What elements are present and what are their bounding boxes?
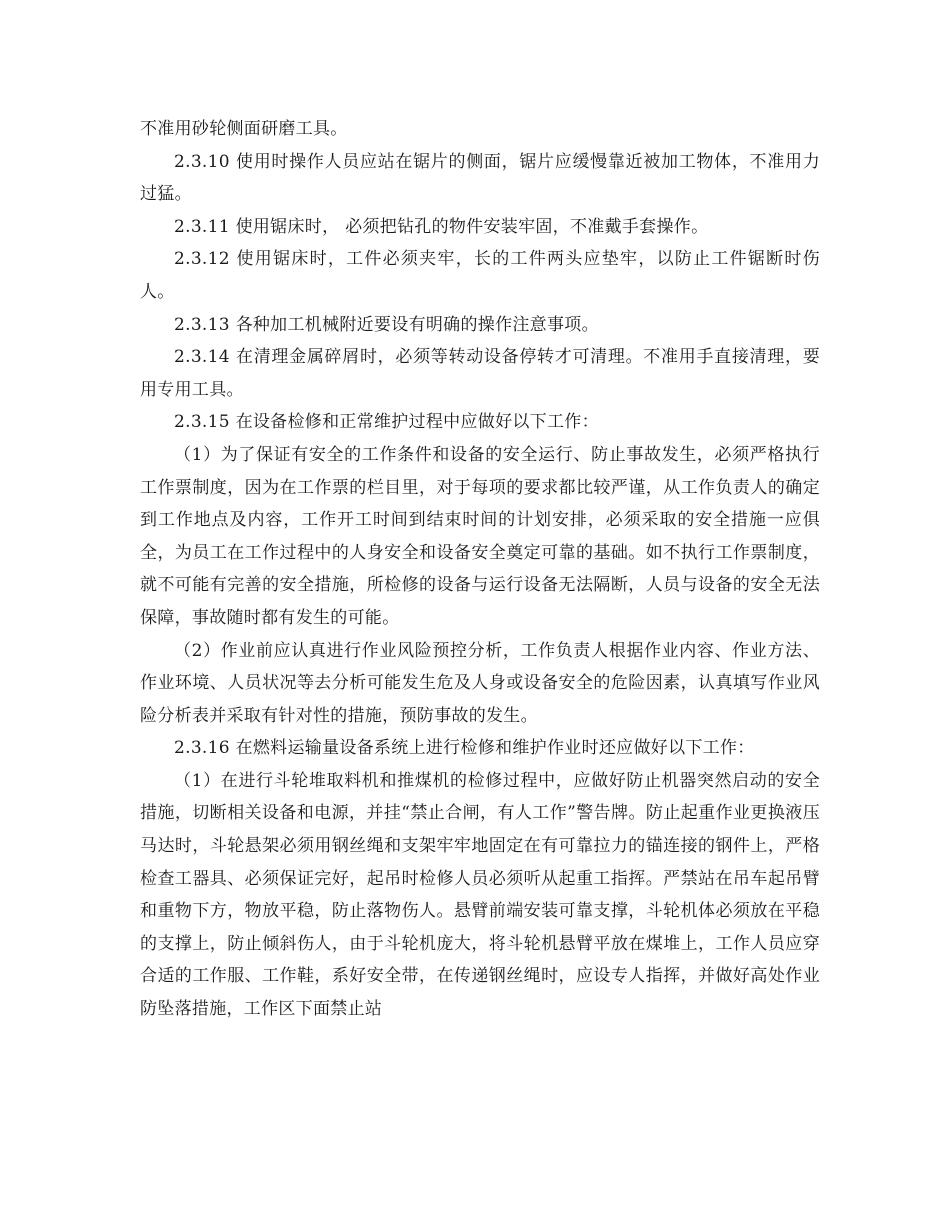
paragraph-4: 2.3.13 各种加工机械附近要设有明确的操作注意事项。 — [174, 314, 599, 335]
paragraph-2: 2.3.11 使用锯床时， 必须把钻孔的物件安装牢固，不准戴手套操作。 — [174, 216, 709, 237]
paragraph-8: （2）作业前应认真进行作业风险预控分析，工作负责人根据作业内容、作业方法、作业环境、人员状况等去分析可能发生危及人身或设备安全的危险因素，认真填写作业风险分析表并采取有针对性的措施，预防事故的发生。 — [140, 640, 820, 726]
paragraph-7: （1）为了保证有安全的工作条件和设备的安全运行、防止事故发生，必须严格执行工作票制度，因为在工作票的栏目里，对于每项的要求都比较严谨，从工作负责人的确定到工作地点及内容，工作开工时间到结束时间的计划安排，必须采取的安全措施一应俱全，为员工在工作过程中的人身安全和设备安全奠定可靠的基础。如不执行工作票制度，就不可能有完善的安全措施，所检修的设备与运行设备无法隔断，人员与设备的安全无法保障，事故随时都有发生的可能。 — [140, 444, 820, 628]
paragraph-1: 2.3.10 使用时操作人员应站在锯片的侧面，锯片应缓慢靠近被加工物体，不准用力过猛。 — [140, 151, 820, 205]
paragraph-3: 2.3.12 使用锯床时，工件必须夹牢，长的工件两头应垫牢，以防止工件锯断时伤人。 — [140, 249, 820, 302]
paragraph-9: 2.3.16 在燃料运输量设备系统上进行检修和维护作业时还应做好以下工作： — [174, 738, 755, 759]
paragraph-10: （1）在进行斗轮堆取料机和推煤机的检修过程中，应做好防止机器突然启动的安全措施，切断相关设备和电源，并挂“禁止合闸，有人工作”警告牌。防止起重作业更换液压马达时，斗轮悬架必须用钢丝绳和支架牢牢地固定在有可靠拉力的锚连接的钢件上，严格检查工器具、必须保证完好，起吊时检修人员必须听从起重工指挥。严禁站在吊车起吊臂和重物下方，物放平稳，防止落物伤人。悬臂前端安装可靠支撑，斗轮机体必须放在平稳的支撑上，防止倾斜伤人，由于斗轮机庞大，将斗轮机悬臂平放在煤堆上，工作人员应穿合适的工作服、工作鞋，系好安全带，在传递钢丝绳时，应设专人指挥，并做好高处作业防坠落措施，工作区下面禁止站 — [140, 770, 820, 1020]
document-body — [140, 113, 820, 1026]
paragraph-0: 不准用砂轮侧面研磨工具。 — [140, 119, 348, 139]
paragraph-5: 2.3.14 在清理金属碎屑时，必须等转动设备停转才可清理。不准用手直接清理，要用专用工具。 — [140, 347, 820, 400]
paragraph-6: 2.3.15 在设备检修和正常维护过程中应做好以下工作： — [174, 412, 599, 433]
